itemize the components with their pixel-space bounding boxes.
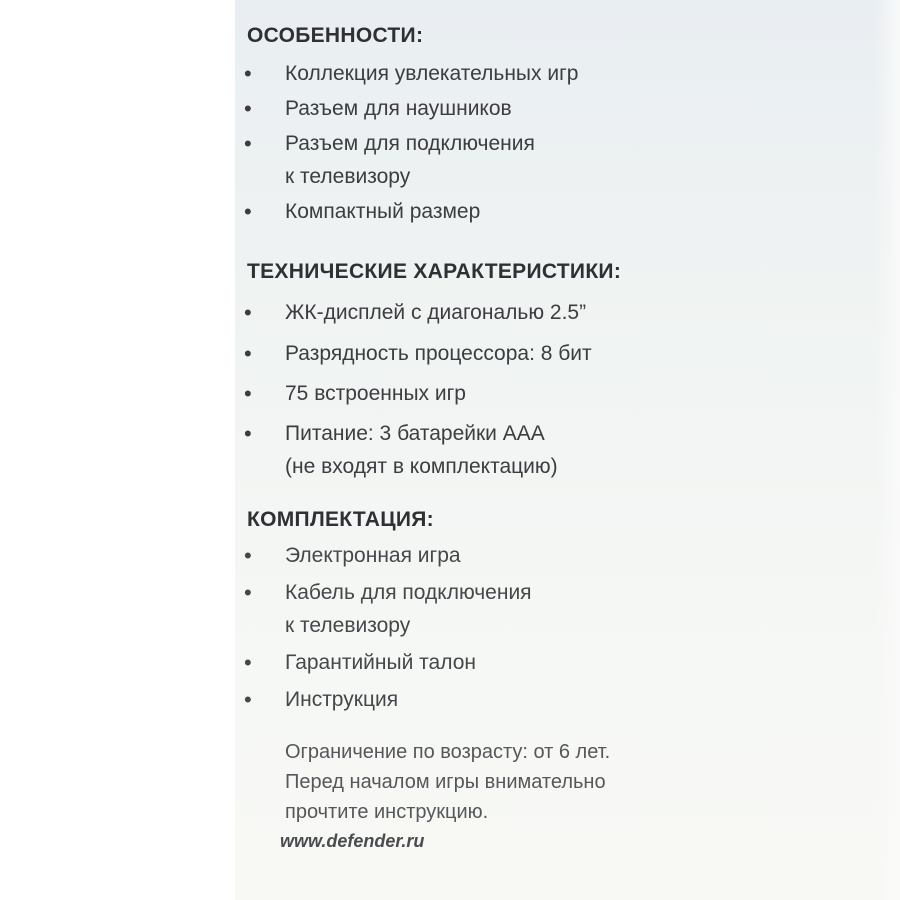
- bullet-icon: •: [244, 199, 252, 224]
- list-item-text: Инструкция: [285, 688, 399, 711]
- list-item-text: 75 встроенных игр: [285, 382, 466, 405]
- list-item-text: ЖК-дисплей с диагональю 2.5”: [285, 301, 587, 324]
- age-restriction-note: [285, 737, 610, 827]
- note-line: Ограничение по возрасту: от 6 лет.: [285, 741, 611, 763]
- bullet-icon: •: [244, 381, 252, 406]
- list-item-text: Разрядность процессора: 8 бит: [285, 342, 592, 365]
- list-item: [235, 195, 578, 228]
- list-item: [235, 417, 592, 483]
- list-item-text: Гарантийный талон: [285, 651, 476, 674]
- list-item: [235, 92, 578, 125]
- list-item-text: Питание: 3 батарейки ААА: [285, 422, 545, 445]
- bullet-icon: •: [244, 341, 252, 366]
- bullet-icon: •: [244, 96, 252, 121]
- list-item: [235, 683, 532, 716]
- bullet-icon: •: [244, 300, 252, 325]
- list-item-text: к телевизору: [285, 614, 411, 637]
- list-item-text: Разъем для подключения: [285, 132, 535, 155]
- list-item: [235, 576, 532, 642]
- list-item: [235, 296, 592, 329]
- list-item-text: Кабель для подключения: [285, 581, 532, 604]
- features-list: [235, 57, 578, 230]
- bullet-icon: •: [244, 131, 252, 156]
- list-item: [235, 377, 592, 410]
- note-line: Перед началом игры внимательно: [285, 771, 606, 793]
- features-heading: ОСОБЕННОСТИ:: [247, 24, 424, 47]
- packaging-panel: [235, 0, 900, 900]
- note-line: прочтите инструкцию.: [285, 801, 489, 823]
- website-url: www.defender.ru: [280, 831, 425, 851]
- bullet-icon: •: [244, 421, 252, 446]
- list-item-text: Коллекция увлекательных игр: [285, 62, 579, 85]
- specs-heading: ТЕХНИЧЕСКИЕ ХАРАКТЕРИСТИКИ:: [247, 260, 622, 283]
- package-heading: КОМПЛЕКТАЦИЯ:: [247, 508, 434, 531]
- specs-list: [235, 296, 592, 483]
- bullet-icon: •: [244, 650, 252, 675]
- bullet-icon: •: [244, 61, 252, 86]
- list-item-text: Электронная игра: [285, 544, 461, 567]
- bullet-icon: •: [244, 543, 252, 568]
- package-list: [235, 539, 532, 720]
- list-item: [235, 646, 532, 679]
- list-item-text: (не входят в комплектацию): [285, 455, 558, 478]
- list-item-text: Разъем для наушников: [285, 97, 512, 120]
- list-item-text: к телевизору: [285, 165, 411, 188]
- list-item: [235, 539, 532, 572]
- list-item: [235, 127, 578, 193]
- list-item: [235, 337, 592, 370]
- list-item: [235, 57, 578, 90]
- bullet-icon: •: [244, 687, 252, 712]
- list-item-text: Компактный размер: [285, 200, 481, 223]
- bullet-icon: •: [244, 580, 252, 605]
